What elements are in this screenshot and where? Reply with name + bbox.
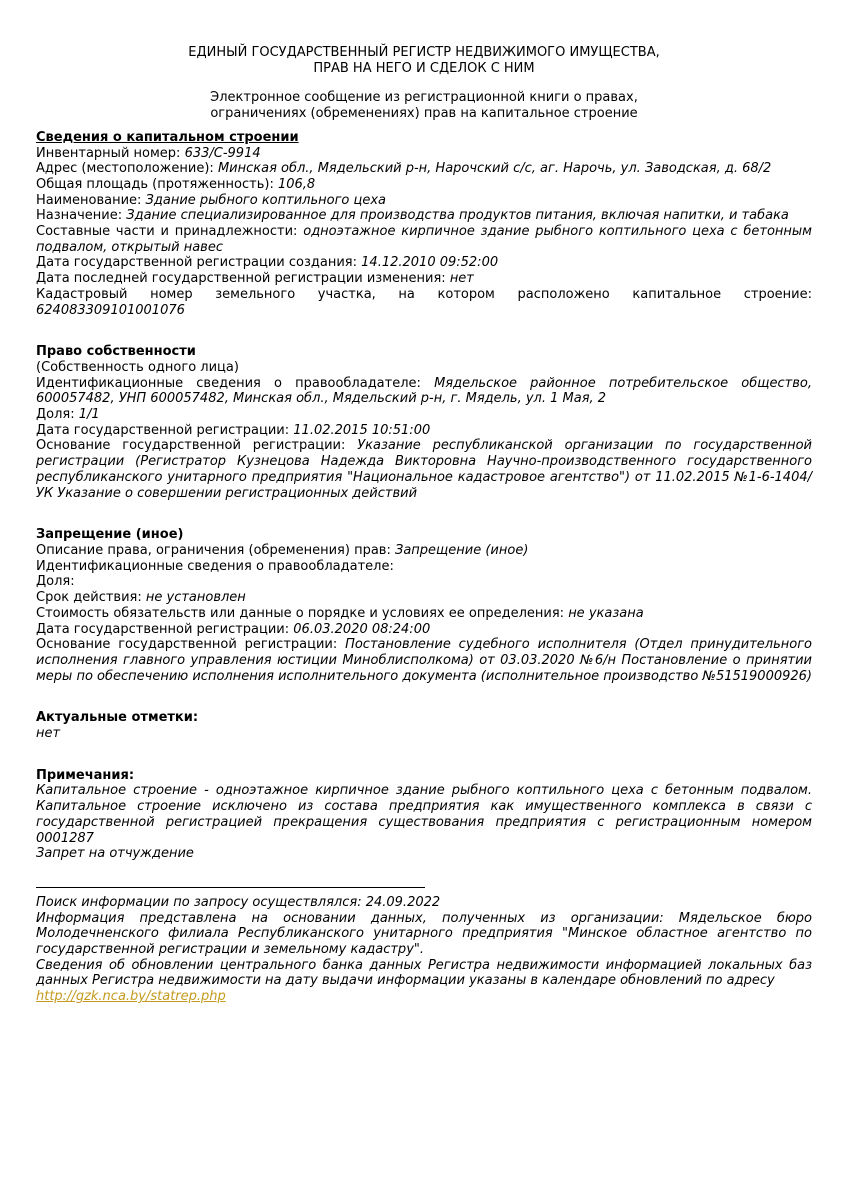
document-header — [36, 45, 812, 122]
field-line — [36, 423, 812, 439]
field-value: одноэтажное кирпичное здание рыбного коптильного цеха с бетонным подвалом, открытый навес — [36, 224, 812, 255]
field-label: Общая площадь (протяженность): — [36, 176, 274, 192]
document-subtitle-line1: Электронное сообщение из регистрационной книги о правах, — [210, 90, 638, 106]
field-value: 06.03.2020 08:24:00 — [293, 621, 431, 637]
field-line — [36, 376, 812, 407]
field-value: 14.12.2010 09:52:00 — [361, 255, 499, 271]
field-value: Указание республиканской организации по государственной регистрации (Регистратор Кузнецова Надежда Викторовна Научно-производственного государственного республиканского унитарного предприятия "Национальное кадастровое агентство") от 11.02.2015 №1-6-1404/УК Указание о совершении регистрационных действий — [36, 438, 812, 501]
field-label: Дата государственной регистрации: — [36, 422, 290, 438]
field-line — [36, 543, 812, 559]
field-value: Запрещение (иное) — [394, 542, 529, 558]
section-capital-structure — [36, 130, 812, 318]
section-subheading: (Собственность одного лица) — [36, 359, 239, 375]
field-value: Постановление судебного исполнителя (Отдел принудительного исполнения главного управления юстиции Миноблисполкома) от 03.03.2020 №6/н Постановление о принятии меры по обеспечению исполнения исполнительного документа (исполнительное производство №51519000926) — [36, 637, 813, 684]
field-line — [36, 177, 812, 193]
field-line — [36, 438, 812, 501]
statrep-link[interactable]: http://gzk.nca.by/statrep.php — [36, 989, 226, 1005]
section-heading: Актуальные отметки: — [36, 710, 199, 726]
search-date-line — [36, 895, 812, 911]
field-value: 1/1 — [78, 407, 100, 423]
field-value: 11.02.2015 10:51:00 — [293, 422, 431, 438]
registry-title-line2: ПРАВ НА НЕГО И СДЕЛОК С НИМ — [313, 60, 535, 76]
field-value: не указана — [568, 605, 644, 621]
field-line — [36, 193, 812, 209]
section-ownership — [36, 344, 812, 501]
section-actual-marks — [36, 710, 812, 741]
search-date-label: Поиск информации по запросу осуществлялся: — [36, 894, 362, 910]
field-label: Основание государственной регистрации: — [36, 438, 346, 454]
document-subtitle-line2: ограничениях (обременениях) прав на капитальное строение — [210, 106, 638, 122]
field-label: Описание права, ограничения (обременения) прав: — [36, 542, 391, 558]
field-line — [36, 287, 812, 318]
signature-divider — [36, 887, 425, 888]
registry-title-line1: ЕДИНЫЙ ГОСУДАРСТВЕННЫЙ РЕГИСТР НЕДВИЖИМОГО ИМУЩЕСТВА, — [188, 45, 660, 60]
field-label: Идентификационные сведения о правообладателе: — [36, 375, 421, 391]
section-paragraph: нет — [36, 726, 61, 742]
field-line — [36, 606, 812, 622]
field-value: Минская обл., Мядельский р-н, Нарочский с/с, аг. Нарочь, ул. Заводская, д. 68/2 — [217, 161, 772, 177]
section-paragraph: Запрет на отчуждение — [36, 846, 194, 862]
section-heading: Сведения о капитальном строении — [36, 129, 299, 145]
field-value: 106,8 — [277, 176, 316, 192]
field-line — [36, 637, 812, 684]
field-line — [36, 161, 812, 177]
field-line — [36, 208, 812, 224]
document-subtitle — [36, 90, 812, 121]
field-value: 633/С-9914 — [184, 145, 261, 161]
section-heading: Право собственности — [36, 344, 196, 360]
field-label: Идентификационные сведения о правообладателе: — [36, 558, 394, 574]
field-label: Адрес (местоположение): — [36, 161, 214, 177]
document-footer — [36, 887, 812, 1005]
section-paragraph: Капитальное строение - одноэтажное кирпичное здание рыбного коптильного цеха с бетонным подвалом. Капитальное строение исключено из состава предприятия как имущественного комплекса в связи с государственной регистрацией прекращения существования предприятия с регистрационным номером 0001287 — [36, 783, 812, 846]
field-line — [36, 146, 812, 162]
section-notes — [36, 768, 812, 862]
field-value: 624083309101001076 — [36, 302, 185, 318]
field-line — [36, 255, 812, 271]
field-label: Инвентарный номер: — [36, 145, 181, 161]
field-label: Доля: — [36, 407, 75, 423]
field-line — [36, 622, 812, 638]
field-label: Доля: — [36, 574, 75, 590]
document-body — [36, 130, 812, 862]
field-value: Здание специализированное для производства продуктов питания, включая напитки, и табака — [126, 208, 789, 224]
field-label: Стоимость обязательств или данные о порядке и условиях ее определения: — [36, 605, 565, 621]
field-label: Дата государственной регистрации: — [36, 621, 290, 637]
footer-source-paragraph: Информация представлена на основании данных, полученных из организации: Мядельское бюро Молодечненского филиала Республиканского унитарного предприятия "Минское областное агентство по государственной регистрации и земельному кадастру". — [36, 910, 812, 958]
field-value: не установлен — [145, 590, 246, 606]
field-label: Составные части и принадлежности: — [36, 224, 298, 240]
field-line — [36, 271, 812, 287]
search-date-value: 24.09.2022 — [365, 894, 441, 910]
field-value: Здание рыбного коптильного цеха — [145, 192, 386, 208]
field-value: нет — [449, 271, 474, 287]
section-heading: Запрещение (иное) — [36, 527, 184, 543]
field-label: Дата государственной регистрации создания: — [36, 255, 358, 271]
field-label: Кадастровый номер земельного участка, на котором расположено капитальное строение: — [36, 286, 812, 302]
field-line — [36, 407, 812, 423]
field-line — [36, 590, 812, 606]
field-line — [36, 574, 812, 590]
field-label: Назначение: — [36, 208, 123, 224]
section-prohibition — [36, 527, 812, 684]
field-label: Дата последней государственной регистрации изменения: — [36, 271, 446, 287]
section-heading: Примечания: — [36, 767, 135, 783]
field-label: Срок действия: — [36, 590, 142, 606]
footer-update-paragraph: Сведения об обновлении центрального банка данных Регистра недвижимости информацией локальных баз данных Регистра недвижимости на дату выдачи информации указаны в календаре обновлений по адресу — [36, 957, 812, 989]
field-label: Основание государственной регистрации: — [36, 637, 338, 653]
field-line — [36, 224, 812, 255]
field-value: Мядельское районное потребительское общество, 600057482, УНП 600057482, Минская обл., Мядельский р-н, г. Мядель, ул. 1 Мая, 2 — [36, 375, 812, 407]
field-line — [36, 559, 812, 575]
field-label: Наименование: — [36, 192, 142, 208]
